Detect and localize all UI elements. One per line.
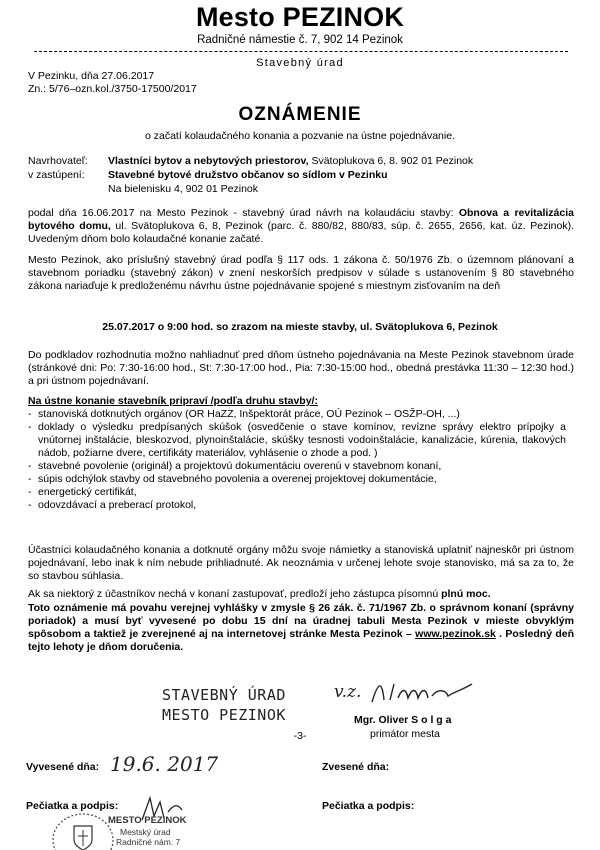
representative-name: Stavebné bytové družstvo občanov so sídlom v Pezinku [108, 169, 388, 181]
city-address: Radničné námestie č. 7, 902 14 Pezinok [197, 34, 403, 46]
office-name: Stavebný úrad [256, 57, 344, 69]
representative-address: Na bielenisku 4, 902 01 Pezinok [108, 183, 259, 195]
list-item: - súpis odchýlok stavby od stavebného povolenia a overenej projektovej dokumentácie, [28, 473, 566, 486]
paragraph-proposal-text-c: ul. Svätoplukova 6, 8, Pezinok (parc. č. 880/82, 880/83, súp. č. 2655, 2656, kat. úz. Pezinok). Uvedeným dňom bolo kolaudačné konanie začaté. [28, 220, 574, 245]
proposer-name: Vlastníci bytov a nebytových priestorov, [108, 155, 309, 167]
document-heading: OZNÁMENIE [238, 104, 362, 125]
construction-name: Obnova a revitalizácia bytového domu, [28, 207, 574, 232]
signature-proxy-mark: v.z. [334, 682, 362, 702]
proposer-address: Svätoplukova 6, 8. 902 01 Pezinok [308, 155, 474, 167]
round-stamp-line3: Radničné nám. 7 [116, 837, 181, 847]
proposer-row [28, 155, 473, 168]
city-coat-of-arms-seal [48, 806, 118, 850]
paragraph-objections: Účastníci kolaudačného konania a dotknuté orgány môžu svoje námietky a stanoviská uplatniť najneskôr pri ústnom pojednávaní, lebo inak k ním nebude prihliadnuté. Ak neoznámia v určenej lehote svoje stanovisko, má sa za to, že so stavbou súhlasia. [28, 544, 574, 582]
posted-date-value: 19.6. 2017 [110, 752, 219, 776]
stamp-signature-label-right: Pečiatka a podpis: [322, 800, 415, 812]
proposer-label: Navrhovateľ: [28, 155, 88, 167]
public-notice-text-a: Toto oznámenie má povahu verejnej vyhlášky v zmysle § 26 zák. č. 71/1967 Zb. o správnom konaní (správny poriadok) a musí byť vyvesené po dobu 15 dní na úradnej tabuli Mesta Pezinok v mieste obvyklým spôsobom a taktiež je zverejnené aj na internetovej stránke Mesta Pezinok – [28, 602, 574, 640]
page-number: -3- [293, 730, 307, 742]
meeting-datetime: 25.07.2017 o 9:00 hod. so zrazom na mieste stavby, ul. Svätoplukova 6, Pezinok [102, 321, 498, 333]
requirements-title: Na ústne konanie stavebník pripraví /podľa druhu stavby/: [28, 395, 318, 407]
city-title: Mesto PEZINOK [195, 2, 405, 32]
list-item: - stanoviská dotknutých orgánov (OR HaZZ, Inšpektorát práce, OÚ Pezinok – OSŽP-OH, ...) [28, 408, 566, 421]
document-subheading: o začatí kolaudačného konania a pozvanie na ústne pojednávanie. [145, 130, 455, 142]
website-link[interactable]: www.pezinok.sk [415, 628, 496, 640]
list-item: - stavebné povolenie (originál) a projektovú dokumentáciu overenú v stavebnom konaní, [28, 460, 566, 473]
removed-date-label: Zvesené dňa: [322, 761, 390, 773]
representative-row [28, 169, 388, 182]
representative-label: v zastúpení: [28, 169, 85, 181]
requirements-list [28, 408, 566, 512]
round-stamp-line2: Mestský úrad [120, 827, 171, 837]
paragraph-public-notice [28, 602, 574, 654]
handwritten-signature [368, 676, 478, 708]
reference-number: Zn.: 5/76–ozn.kol./3750-17500/2017 [28, 83, 197, 95]
date-line: V Pezinku, dňa 27.06.2017 [28, 70, 155, 82]
stamp-signature-label-left: Pečiatka a podpis: [26, 800, 119, 812]
power-of-attorney: plnú moc. [441, 588, 491, 600]
list-item: - energetický certifikát, [28, 486, 566, 499]
paragraph-representation [28, 588, 574, 601]
paragraph-inspection: Do podkladov rozhodnutia možno nahliadnuť pred dňom ústneho pojednávania na Meste Pezinok stavebnom úrade (stránkové dni: Po: 7:30-16:00 hod., St: 7:30-17:00 hod., Pia: 7:30-15:00 hod., obedná prestávka 11:30 – 12:30 hod.) a pri ústnom pojednávaní. [28, 349, 574, 387]
list-item: - doklady o výsledku predpísaných skúšok (osvedčenie o stave komínov, revízne správy elektro prípojky a vnútornej inštalácie, bleskozvod, plynoinštalácie, skúšky tesnosti vodoinštalácie, kanalizácie, kúrenia, tlakových nádob, požiarne dvere, certifikáty materiálov, vyhlásenie o zhode a pod. ) [28, 421, 566, 460]
signatory-name: Mgr. Oliver S o l g a [354, 714, 452, 726]
header-divider [34, 51, 568, 52]
office-stamp-line2: MESTO PEZINOK [162, 706, 286, 724]
signatory-role: primátor mesta [370, 728, 441, 740]
round-stamp-line1: MESTO PEZINOK [108, 815, 187, 826]
posted-date-label: Vyvesené dňa: [26, 761, 100, 773]
office-stamp-line1: STAVEBNÝ ÚRAD [162, 686, 286, 704]
paragraph-authority: Mesto Pezinok, ako príslušný stavebný úrad podľa § 117 ods. 1 zákona č. 50/1976 Zb. o územnom plánovaní a stavebnom poriadku (stavebný zákon) v znení neskorších predpisov v súlade s ustanovením § 80 stavebného zákona nariaďuje k predloženému návrhu ústne pojednávanie spojené s miestnym zisťovaním na deň [28, 254, 574, 292]
public-notice-text-b: . Posledný deň tejto lehoty je dňom doručenia. [28, 628, 574, 653]
paragraph-representation-text: Ak sa niektorý z účastníkov nechá v konaní zastupovať, predloží jeho zástupca písomnú [28, 588, 442, 600]
paragraph-proposal [28, 207, 574, 246]
list-item: - odovzdávací a preberací protokol, [28, 499, 566, 512]
paragraph-proposal-text-a: podal dňa 16.06.2017 na Mesto Pezinok - stavebný úrad návrh na kolaudáciu stavby: [28, 207, 459, 219]
